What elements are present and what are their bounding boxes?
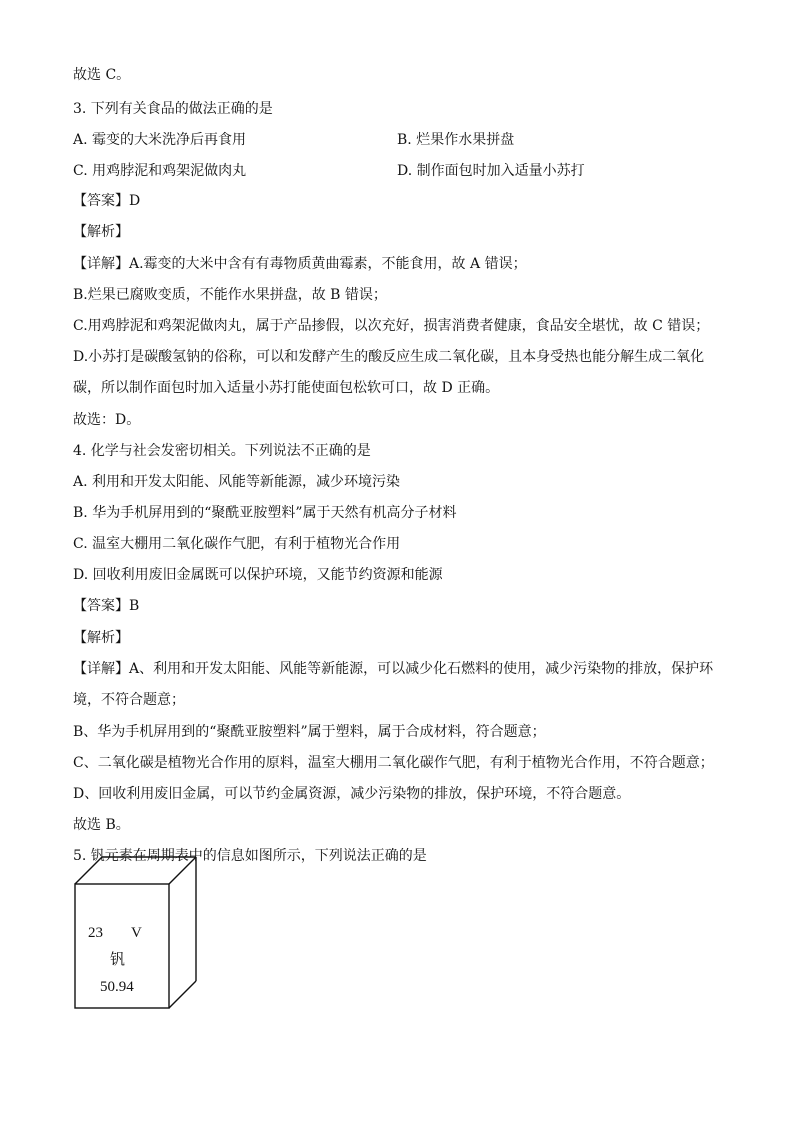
- question-4-explanation-d: D、回收利用废旧金属，可以节约金属资源，减少污染物的排放，保护环境，不符合题意。: [73, 786, 631, 802]
- question-3-explanation-b: B.烂果已腐败变质，不能作水果拼盘，故 B 错误；: [73, 287, 387, 303]
- question-3-explanation-d-line1: D.小苏打是碳酸氢钠的俗称，可以和发酵产生的酸反应生成二氧化碳，且本身受热也能分解生成二氧化: [73, 349, 705, 365]
- question-3-option-b: B. 烂果作水果拼盘: [397, 132, 515, 148]
- question-3-conclusion: 故选：D。: [73, 412, 141, 428]
- question-4-stem: 4. 化学与社会发密切相关。下列说法不正确的是: [73, 443, 371, 459]
- question-3-answer: 【答案】D: [73, 193, 141, 209]
- question-4-option-a: A. 利用和开发太阳能、风能等新能源，减少环境污染: [73, 474, 401, 490]
- question-4-explanation-c: C、二氧化碳是植物光合作用的原料，温室大棚用二氧化碳作气肥，有利于植物光合作用，不符合题意；: [73, 755, 714, 771]
- element-atomic-mass: 50.94: [100, 979, 134, 995]
- question-3-option-a: A. 霉变的大米洗净后再食用: [73, 132, 247, 148]
- question-4-option-b: B. 华为手机屏用到的“聚酰亚胺塑料”属于天然有机高分子材料: [73, 505, 457, 521]
- question-4-explanation-a-line2: 境，不符合题意；: [73, 692, 185, 708]
- question-4-option-c: C. 温室大棚用二氧化碳作气肥，有利于植物光合作用: [73, 536, 401, 552]
- question-3-explanation-a: 【详解】A.霉变的大米中含有有毒物质黄曲霉素，不能食用，故 A 错误；: [73, 256, 527, 272]
- question-3-analysis-heading: 【解析】: [73, 224, 129, 240]
- element-name: 钒: [110, 952, 126, 968]
- question-3-option-d: D. 制作面包时加入适量小苏打: [397, 163, 585, 179]
- element-symbol: V: [131, 925, 142, 941]
- question-3-explanation-d-line2: 碳，所以制作面包时加入适量小苏打能使面包松软可口，故 D 正确。: [73, 380, 500, 396]
- element-atomic-number: 23: [88, 925, 103, 941]
- question-4-explanation-b: B、华为手机屏用到的“聚酰亚胺塑料”属于塑料，属于合成材料，符合题意；: [73, 724, 546, 740]
- prev-answer-conclusion: 故选 C。: [73, 67, 131, 83]
- question-4-answer: 【答案】B: [73, 598, 140, 614]
- question-4-explanation-a-line1: 【详解】A、利用和开发太阳能、风能等新能源，可以减少化石燃料的使用，减少污染物的排放，保护环: [73, 661, 714, 677]
- question-3-option-c: C. 用鸡脖泥和鸡架泥做肉丸: [73, 163, 247, 179]
- question-3-explanation-c: C.用鸡脖泥和鸡架泥做肉丸，属于产品掺假，以次充好，损害消费者健康，食品安全堪忧，故 C 错误；: [73, 318, 710, 334]
- periodic-element-card: [74, 856, 198, 1010]
- question-4-option-d: D. 回收利用废旧金属既可以保护环境，又能节约资源和能源: [73, 567, 443, 583]
- question-4-conclusion: 故选 B。: [73, 817, 130, 833]
- question-3-stem: 3. 下列有关食品的做法正确的是: [73, 101, 273, 117]
- question-5-stem: 5. 钒元素在周期表中的信息如图所示，下列说法正确的是: [73, 848, 427, 864]
- question-4-analysis-heading: 【解析】: [73, 630, 129, 646]
